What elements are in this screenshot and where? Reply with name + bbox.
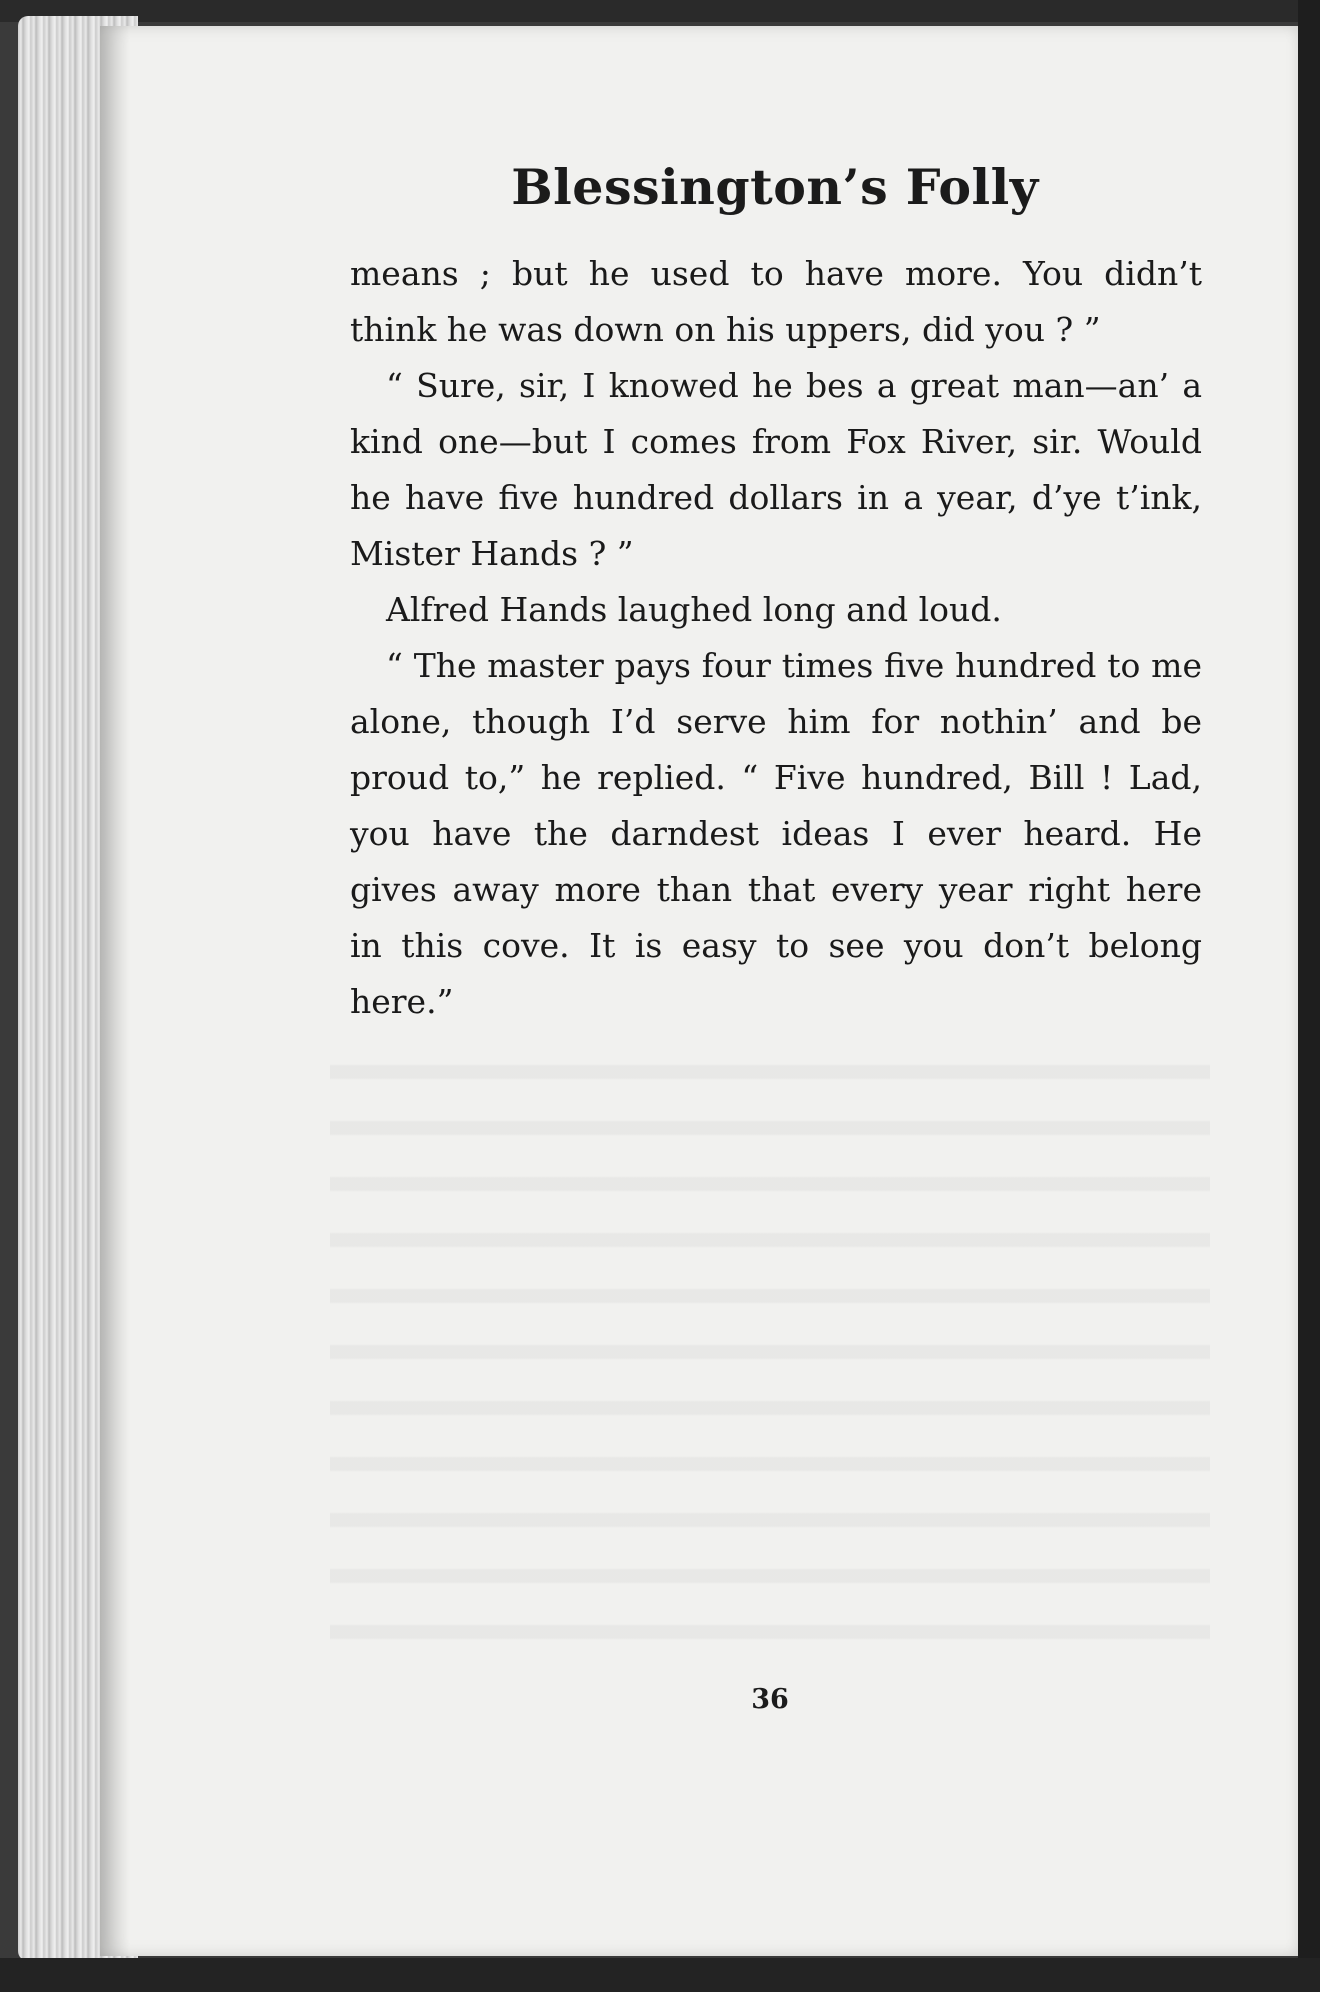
paragraph: means ; but he used to have more. You didn’t think he was down on his uppers, did you ? ” bbox=[350, 254, 1202, 349]
page-number: 36 bbox=[751, 1684, 789, 1715]
paragraph: “ The master pays four times five hundred to me alone, though I’d serve him for nothin’ and be proud to,” he replied. “ Five hundred, Bill ! Lad, you have the darndest ideas I ever heard. He gives away more than that every year right here in this cove. It is easy to see you don’t belong here.” bbox=[350, 646, 1202, 1021]
body-text bbox=[350, 246, 1202, 1030]
scan-border-right bbox=[1298, 0, 1320, 1992]
paragraph: Alfred Hands laughed long and loud. bbox=[386, 590, 1002, 629]
spine-shadow bbox=[100, 26, 130, 1956]
show-through-texture bbox=[330, 1030, 1210, 1650]
running-head: Blessington’s Folly bbox=[511, 158, 1039, 216]
scan-border-top bbox=[0, 0, 1320, 22]
paragraph: “ Sure, sir, I knowed he bes a great man—an’ a kind one—but I comes from Fox River, sir. Would he have five hundred dollars in a year, d’ye t’ink, Mister Hands ? ” bbox=[350, 366, 1202, 573]
scan-border-bottom bbox=[0, 1958, 1320, 1992]
